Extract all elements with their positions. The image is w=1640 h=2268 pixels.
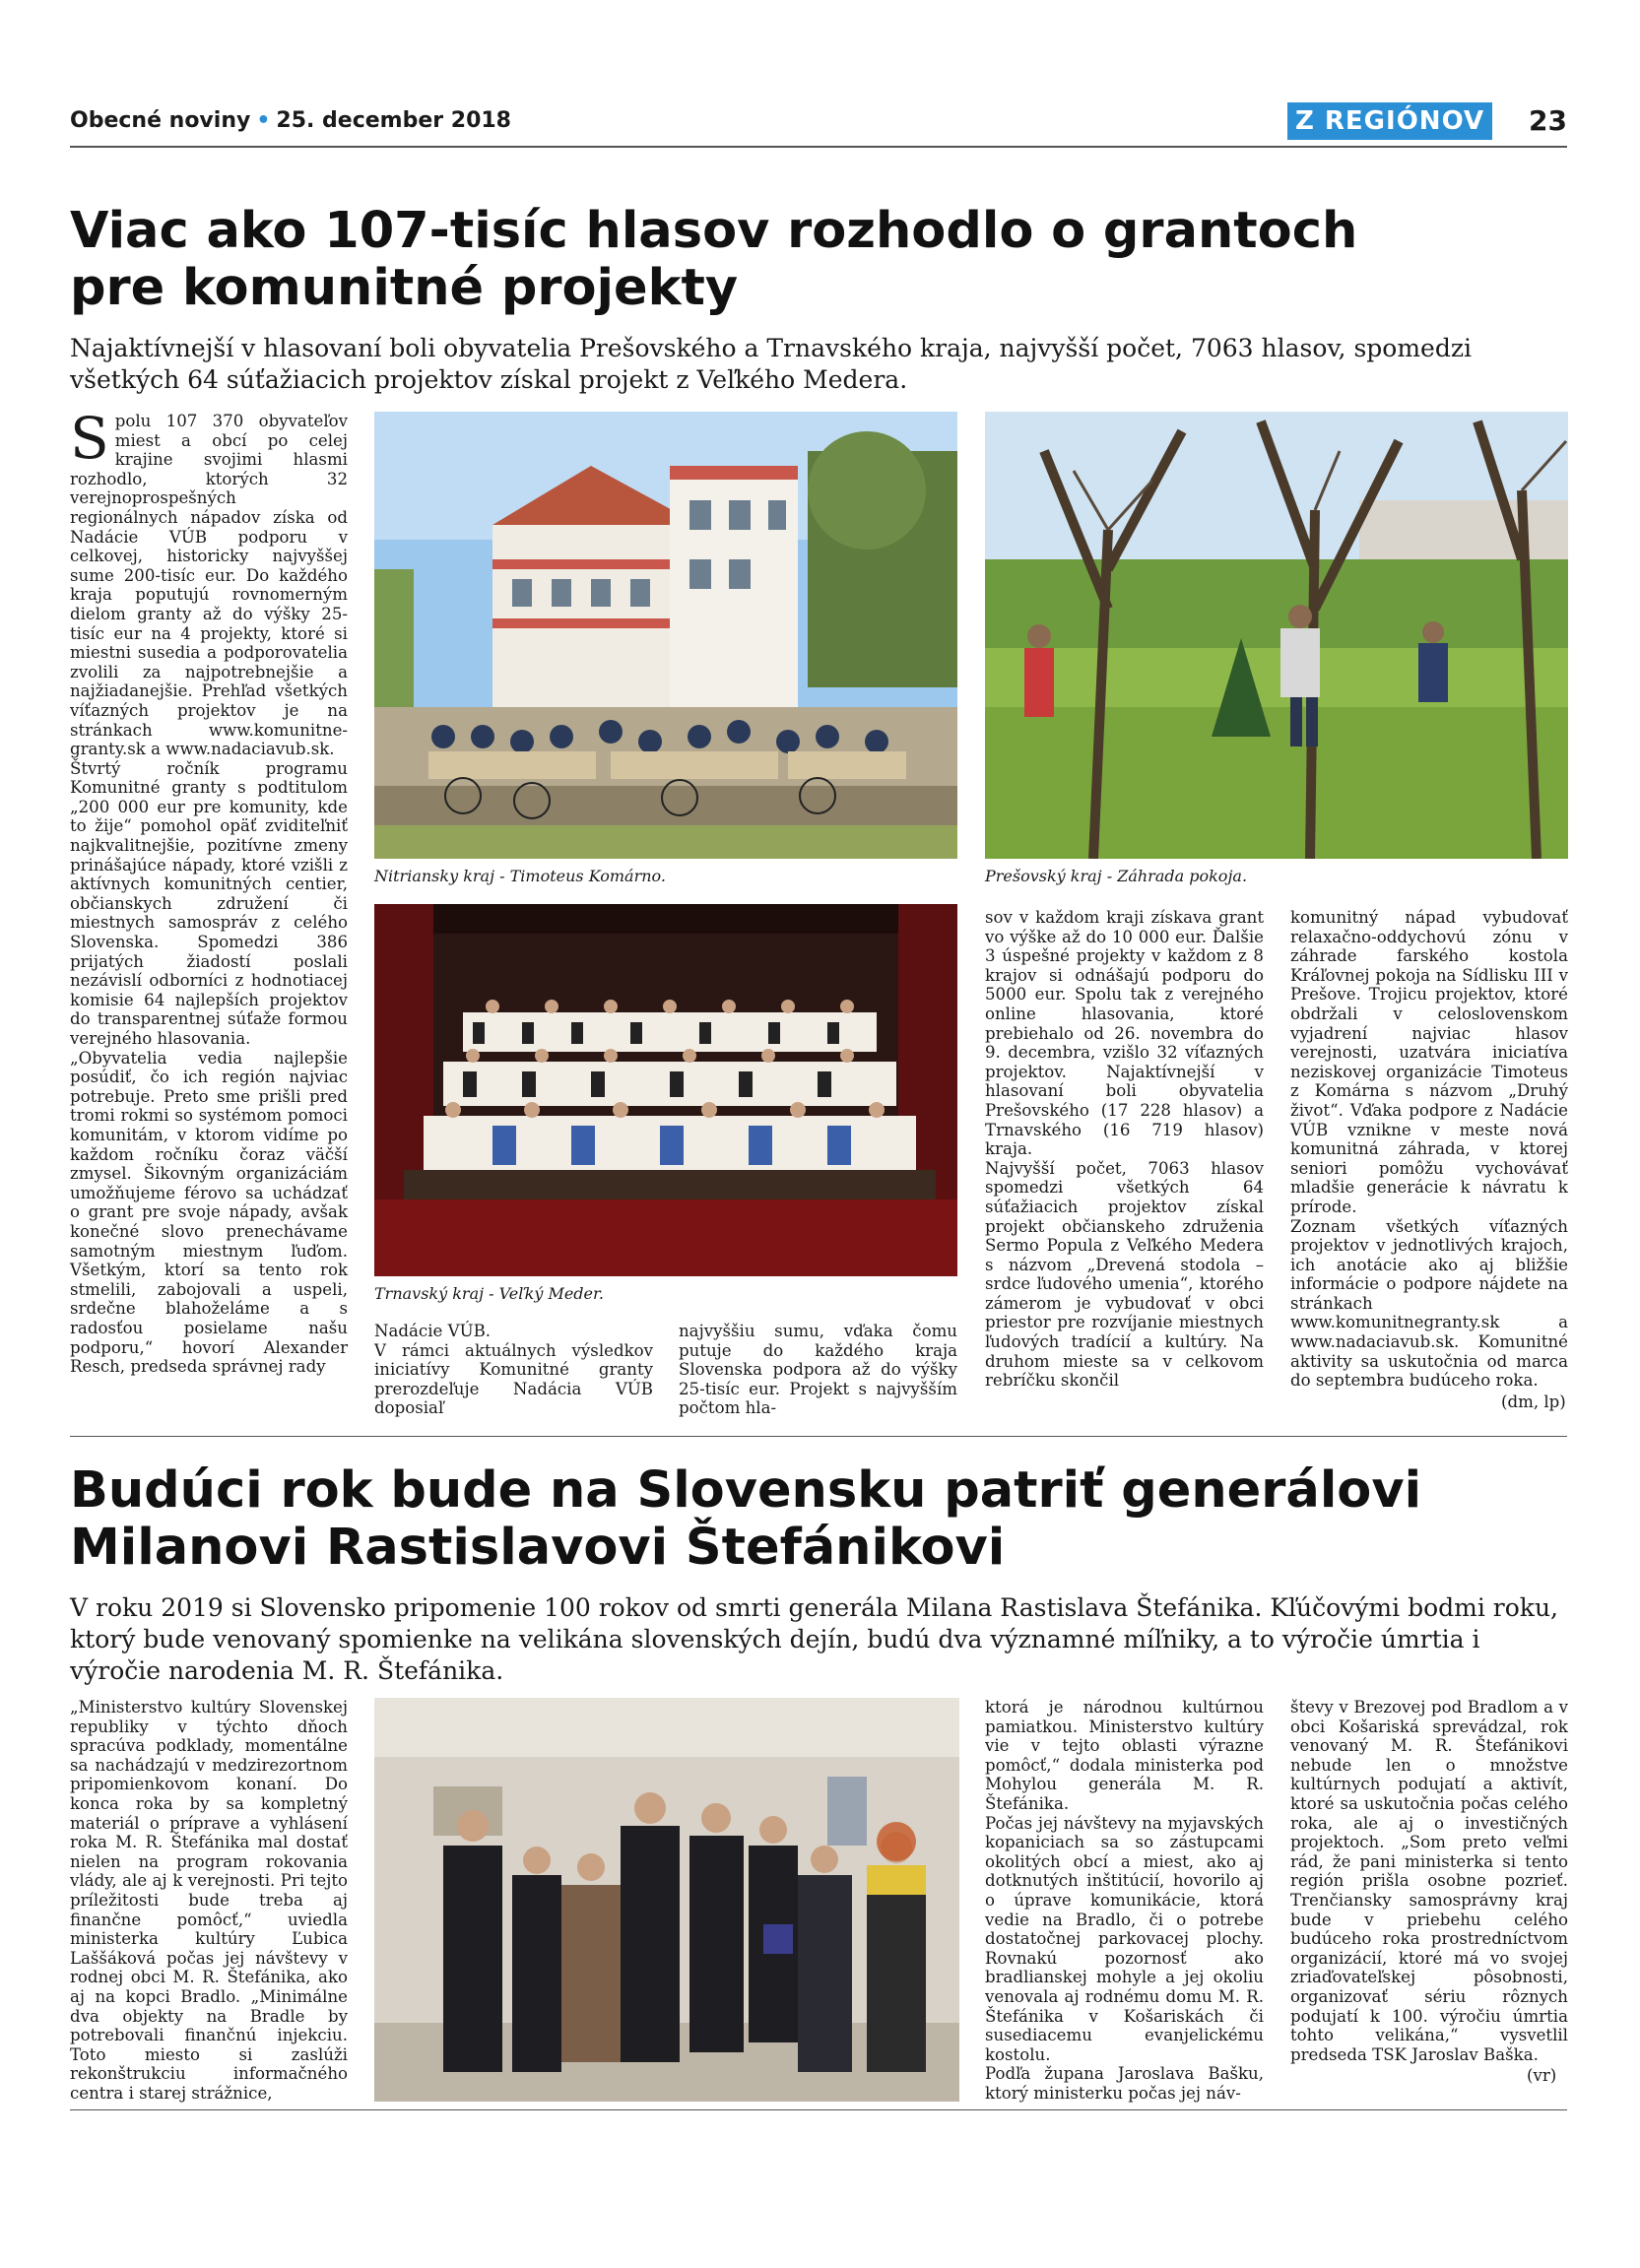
headline-line: Milanovi Rastislavovi Štefánikovi <box>70 1519 1006 1577</box>
article1-lead: Najaktívnejší v hlasovaní boli obyvatelia Prešovského a Trnavského kraja, najvyšší počet, 7063 hlasov, spomedzi všetkých 64 súťažiacich projektov získal projekt z Veľkého Medera. <box>70 334 1473 394</box>
article1-column-3: najvyššiu sumu, vďaka čomu putuje do každého kraja Slovenska podpora až do výšky 25-tisíc eur. Projekt s najvyšším počtom hla- <box>679 1322 957 1418</box>
article2-column-2: ktorá je národnou kultúrnou pamiatkou. Ministerstvo kultúry vie v tejto oblasti výrazne pomôcť,“ dodala ministerka pod Mohylou generála M. R. Štefánika. Počas jej návštevy na myjavských kopaniciach sa so zástupcami okolitých obcí a miest, ako aj dotknutých inštitúcií, hovorilo aj o úprave komunikácie, ktorá vedie na Bradlo, či o potrebe dostatočnej parkovacej plochy. Rovnakú pozornosť ako bradlianskej mohyle a jej okoliu venovala aj rodnému domu M. R. Štefánika v Košariskách či susediacemu evanjelickému kostolu. Podľa župana Jaroslava Bašku, ktorý ministerku počas jej náv- <box>985 1698 1264 2103</box>
header-rule <box>70 146 1567 148</box>
dropcap: S <box>70 405 109 472</box>
caption-nitra: Nitriansky kraj - Timoteus Komárno. <box>374 867 666 885</box>
separator-dot: • <box>256 108 271 133</box>
body-text: polu 107 370 obyvateľov miest a obcí po celej krajine svojimi hlasmi rozhodlo, ktorých 32 verejnoprospešných regionálnych nápadov získa od Nadácie VÚB podporu v celkovej, historicky najvyššej sume 200-tisíc eur. Do každého kraja poputujú rovnomerným dielom granty až do výšky 25-tisíc eur na 4 projekty, ktoré si miestni susedia a podporovatelia zvolili za najpotrebnejšie a najžiadanejšie. Prehľad všetkých víťazných projektov je na stránkach www.komunitne-granty.sk a www.nadaciavub.sk. Štvrtý ročník programu Komunitné granty s podtitulom „200 000 eur pre komunity, kde to žije“ pomohol opäť zviditeľniť najkvalitnejšie, pozitívne zmeny prinášajúce nápady, ktoré vzišli z aktívnych komunitných centier, občianskych združení či miestnych samospráv z celého Slovenska. Spomedzi 386 prijatých žiadostí poslali nezávislí odborníci z hodnotiacej komisie 64 najlepších projektov do transparentnej súťaže formou verejného hlasovania. „Obyvatelia vedia najlepšie posúdiť, čo ich región najviac potrebuje. Preto sme prišli pred tromi rokmi so systémom pomoci komunitám, v ktorom vidíme po každom ročníku čoraz väčší zmysel. Šikovným organizáciám umožňujeme férovo sa uchádzať o grant pre svoje nápady, avšak konečné slovo prenechávame samotným miestnym ľuďom. Všetkým, ktorí sa tento rok stmelili, zabojovali a uspeli, srdečne blahoželáme a s radosťou posielame našu podporu,“ hovorí Alexander Resch, predseda správnej rady <box>70 412 348 1377</box>
article2-column-1: „Ministerstvo kultúry Slovenskej republiky v týchto dňoch spracúva podklady, momentálne sa nachádzajú v medzirezortnom pripomienkovom konaní. Do konca roka by sa kompletný materiál o príprave a vyhlásení roka M. R. Štefánika mal dostať nielen na program rokovania vlády, ale aj k verejnosti. Pri tejto príležitosti bude treba aj finančne pomôcť,“ uviedla ministerka kultúry Ľubica Laššáková počas jej návštevy v rodnej obci M. R. Štefánika, ako aj na kopci Bradlo. „Minimálne dva objekty na Bradle by potrebovali finančnú injekciu. Toto miesto si zaslúži rekonštrukciu informačného centra i starej strážnice, <box>70 1698 348 2103</box>
article1-headline <box>70 203 1357 317</box>
masthead <box>70 108 511 133</box>
footer-rule <box>70 2109 1567 2110</box>
issue-date: 25. december 2018 <box>276 108 511 133</box>
section-badge: Z REGIÓNOV <box>1287 102 1492 140</box>
headline-line: pre komunitné projekty <box>70 259 739 317</box>
page-number: 23 <box>1529 104 1567 137</box>
article1-column-5: komunitný nápad vybudovať relaxačno-oddychovú zónu v záhrade farského kostola Kráľovnej pokoja na Sídlisku III v Prešove. Trojicu projektov, ktoré obdržali v celoslovenskom vyjadrení najviac hlasov verejnosti, uzatvára iniciatíva neziskovej organizácie Timoteus z Komárna s názvom „Druhý život“. Vďaka podpore z Nadácie VÚB vznikne v meste nová komunitná záhrada, v ktorej seniori pomôžu vychovávať mladšie generácie k návratu k prírode. Zoznam všetkých víťazných projektov v jednotlivých krajoch, ich anotácie ako aj bližšie informácie o podpore nájdete na stránkach www.komunitnegranty.sk a www.nadaciavub.sk. Komunitné aktivity sa uskutočnia od marca do septembra budúceho roka. <box>1290 908 1568 1391</box>
article1-author-credit: (dm, lp) <box>1501 1393 1566 1411</box>
article1-column-1 <box>70 405 348 1416</box>
paper-name: Obecné noviny <box>70 108 251 133</box>
article-divider <box>70 1436 1567 1437</box>
article2-headline <box>70 1462 1421 1577</box>
article2-column-3: števy v Brezovej pod Bradlom a v obci Košariská sprevádzal, rok venovaný M. R. Štefánikovi nebude len o množstve kultúrnych podujatí a aktivít, ktoré sa uskutočnia počas celého roka, ale aj o investičných projektoch. „Som preto veľmi rád, že pani ministerka si tento región prišla osobne pozrieť. Trenčiansky samosprávny kraj bude v priebehu celého budúceho roka prostredníctvom organizácií, ktoré má vo svojej zriaďovateľskej pôsobnosti, organizovať sériu rôznych podujatí k 100. výročiu úmrtia tohto velikána,“ vysvetlil predseda TSK Jaroslav Baška. <box>1290 1698 1568 2064</box>
headline-line: Viac ako 107-tisíc hlasov rozhodlo o grantoch <box>70 202 1358 260</box>
article2-lead: V roku 2019 si Slovensko pripomenie 100 rokov od smrti generála Milana Rastislava Štefánika. Kľúčovými bodmi roku, ktorý bude venovaný spomienke na velikána slovenských dejín, budú dva významné míľniky, a to výročie úmrtia i výročie narodenia M. R. Štefánika. <box>70 1593 1558 1685</box>
article1-column-4: sov v každom kraji získava grant vo výške až do 10 000 eur. Ďalšie 3 úspešné projekty v každom z 8 krajov si odnášajú podporu do 5000 eur. Spolu tak z verejného online hlasovania, ktoré prebiehalo od 26. novembra do 9. decembra, vzišlo 32 víťazných projektov. Najaktívnejší v hlasovaní boli obyvatelia Prešovského (17 228 hlasov) a Trnavského (16 719 hlasov) kraja. Najvyšší počet, 7063 hlasov spomedzi všetkých 64 súťažiacich projektov získal projekt občianskeho združenia Sermo Popula z Veľkého Medera s názvom „Drevená stodola – srdce ľudového umenia“, ktorého zámerom je vybudovať v obci priestor pre rozvíjanie miestnych ľudových tradícií a kultúry. Na druhom mieste sa v celkovom rebríčku skončil <box>985 908 1264 1391</box>
photo-presov-garden <box>985 412 1568 859</box>
photo-velky-meder-ensemble <box>374 904 957 1276</box>
photo-nitra-building <box>374 412 957 859</box>
page-header <box>70 102 1567 142</box>
article2-author-credit: (vr) <box>1527 2066 1557 2085</box>
caption-velky-meder: Trnavský kraj - Veľký Meder. <box>374 1284 604 1303</box>
caption-presov: Prešovský kraj - Záhrada pokoja. <box>985 867 1248 885</box>
article1-column-2: Nadácie VÚB. V rámci aktuálnych výsledkov iniciatívy Komunitné granty prerozdeľuje Nadácia VÚB doposiaľ <box>374 1322 653 1418</box>
photo-ministry-visit <box>374 1698 959 2102</box>
headline-line: Budúci rok bude na Slovensku patriť generálovi <box>70 1461 1422 1520</box>
